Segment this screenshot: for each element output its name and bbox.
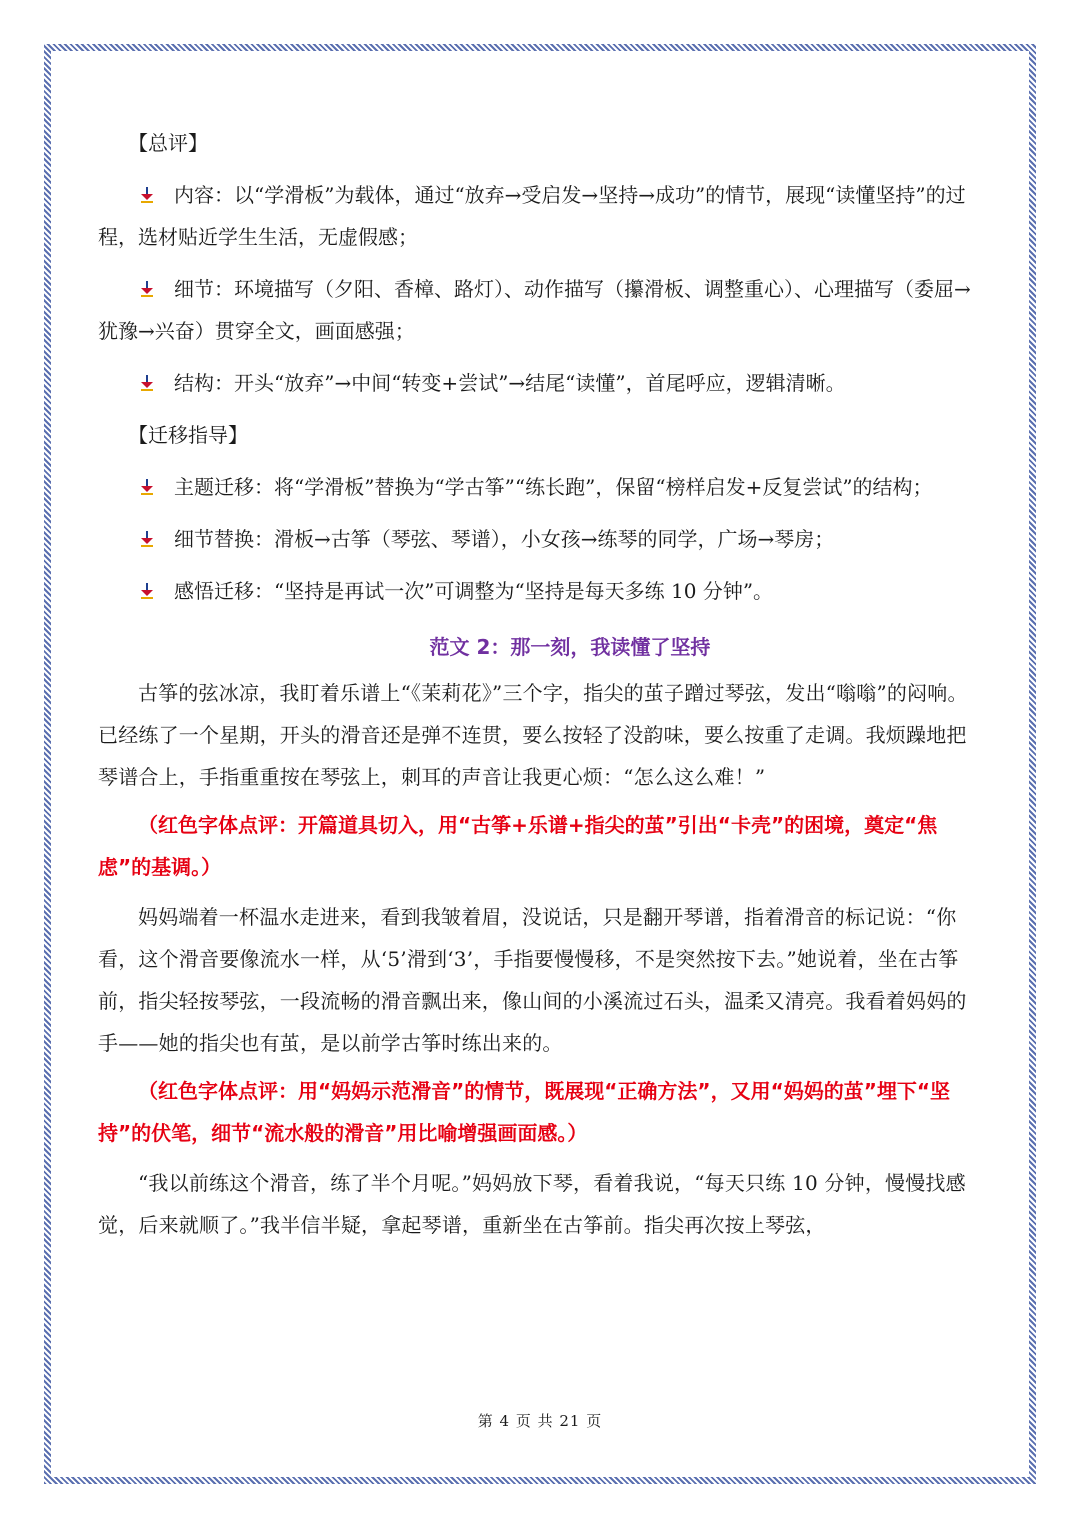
summary-heading: 【总评】 [128,131,208,155]
transfer-heading: 【迁移指导】 [128,423,248,447]
arrow-bullet-icon [138,374,156,392]
arrow-bullet-icon [138,530,156,548]
essay-paragraph: “我以前练这个滑音，练了半个月呢。”妈妈放下琴，看着我说，“每天只练 10 分钟，慢慢找感觉，后来就顺了。”我半信半疑，拿起琴谱，重新坐在古筝前。指尖再次按上琴弦， [98,1171,966,1237]
transfer-item: 感悟迁移：“坚持是再试一次”可调整为“坚持是每天多练 10 分钟”。 [98,570,982,612]
summary-item: 细节：环境描写（夕阳、香樟、路灯）、动作描写（攥滑板、调整重心）、心理描写（委屈→犹豫→兴奋）贯穿全文，画面感强； [98,277,971,343]
page-content [98,120,982,1246]
arrow-bullet-icon [138,280,156,298]
summary-item: 结构：开头“放弃”→中间“转变+尝试”→结尾“读懂”，首尾呼应，逻辑清晰。 [98,362,982,404]
red-comment: （红色字体点评：用“妈妈示范滑音”的情节，既展现“正确方法”，又用“妈妈的茧”埋下“坚持”的伏笔，细节“流水般的滑音”用比喻增强画面感。） [98,1079,951,1145]
page-number: 第 4 页 共 21 页 [477,1412,603,1430]
arrow-bullet-icon [138,186,156,204]
transfer-item: 细节替换：滑板→古筝（琴弦、琴谱），小女孩→练琴的同学，广场→琴房； [98,518,982,560]
essay-paragraph: 妈妈端着一杯温水走进来，看到我皱着眉，没说话，只是翻开琴谱，指着滑音的标记说：“你看，这个滑音要像流水一样，从‘5’滑到‘3’，手指要慢慢移，不是突然按下去。”她说着，坐在古筝前，指尖轻按琴弦，一段流畅的滑音飘出来，像山间的小溪流过石头，温柔又清亮。我看着妈妈的手——她的指尖也有茧，是以前学古筝时练出来的。 [98,905,967,1055]
arrow-bullet-icon [138,582,156,600]
essay-title: 范文 2：那一刻，我读懂了坚持 [429,635,711,659]
transfer-item: 主题迁移：将“学滑板”替换为“学古筝”“练长跑”，保留“榜样启发+反复尝试”的结构； [98,466,982,508]
essay-paragraph: 古筝的弦冰凉，我盯着乐谱上“《茉莉花》”三个字，指尖的茧子蹭过琴弦，发出“嗡嗡”的闷响。已经练了一个星期，开头的滑音还是弹不连贯，要么按轻了没韵味，要么按重了走调。我烦躁地把琴谱合上，手指重重按在琴弦上，刺耳的声音让我更心烦：“怎么这么难！” [98,681,968,789]
red-comment: （红色字体点评：开篇道具切入，用“古筝+乐谱+指尖的茧”引出“卡壳”的困境，奠定“焦虑”的基调。） [98,813,938,879]
summary-item: 内容：以“学滑板”为载体，通过“放弃→受启发→坚持→成功”的情节，展现“读懂坚持”的过程，选材贴近学生生活，无虚假感； [98,183,966,249]
arrow-bullet-icon [138,478,156,496]
